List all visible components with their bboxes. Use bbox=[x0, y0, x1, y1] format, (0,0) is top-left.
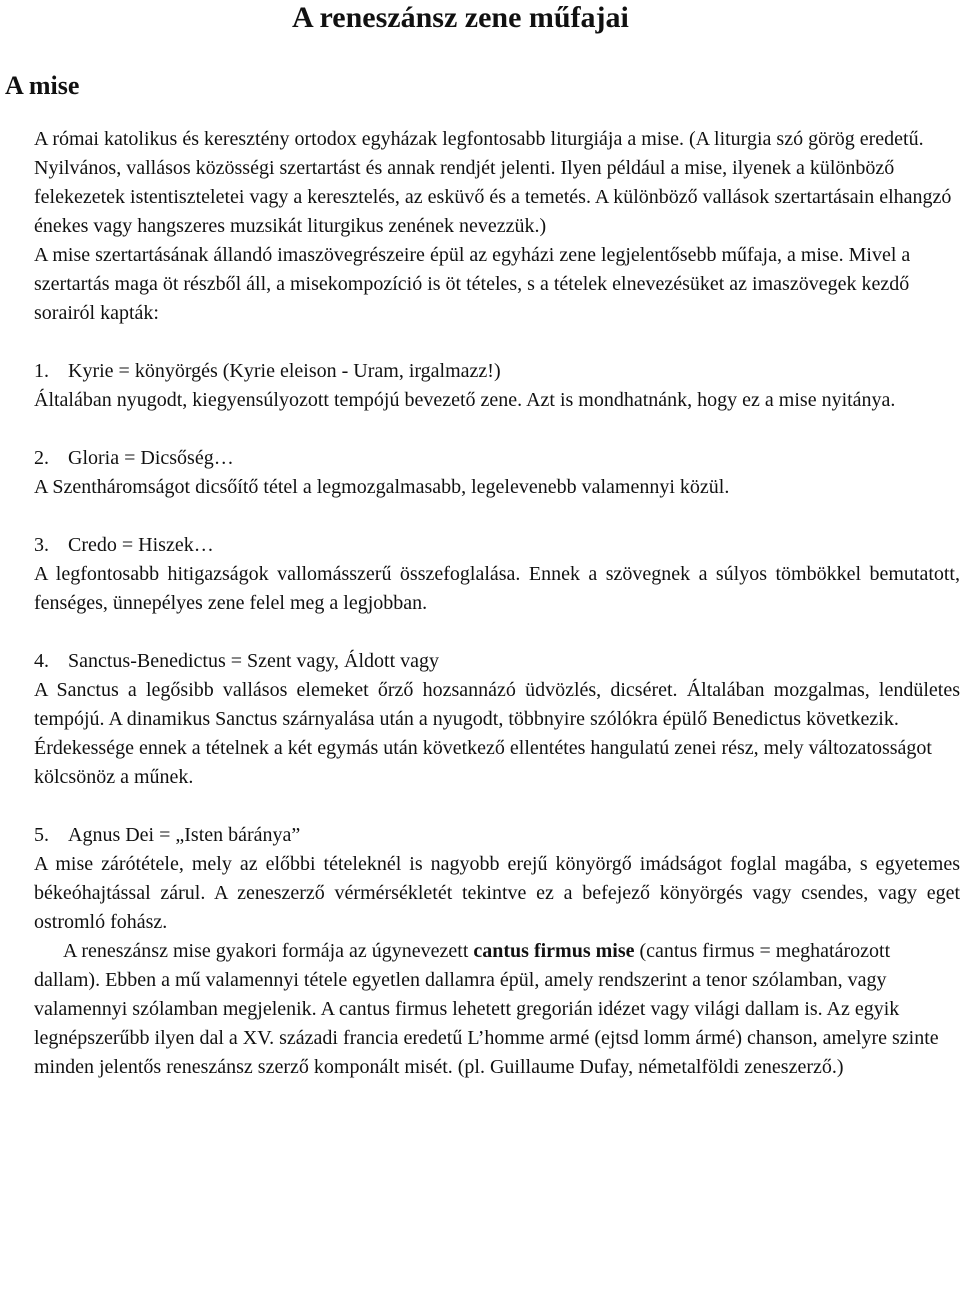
movement-heading bbox=[34, 647, 960, 676]
movement-description-extra: Érdekessége ennek a tételnek a két egymás után következő ellentétes hangulatú zenei rész, mely változatosságot kölcsönöz a műnek. bbox=[34, 737, 932, 788]
closing-text-end: (cantus firmus = meghatározott dallam). Ebben a mű valamennyi tétele egyetlen dallamra épül, amely rendszerint a tenor szólamban, vagy valamennyi szólamban megjelenik. A cantus firmus lehetett gregorián idézet vagy világi dallam is. Az egyik legnépszerűbb ilyen dal a XV. századi francia eredetű L’homme armé (ejtsd lomm ármé) chanson, amelyre szinte minden jelentős reneszánsz szerző komponált misét. (pl. Guillaume Dufay, németalföldi zeneszerző.) bbox=[34, 940, 939, 1078]
movement-title: Kyrie = könyörgés (Kyrie eleison - Uram, irgalmazz!) bbox=[68, 360, 501, 382]
movement-description: A Szentháromságot dicsőítő tétel a legmozgalmasabb, legelevenebb valamennyi közül. bbox=[34, 476, 730, 498]
movement-description: A legfontosabb hitigazságok vallomásszerű összefoglalása. Ennek a szövegnek a súlyos tömbökkel bemutatott, fenséges, ünnepélyes zene felel meg a legjobban. bbox=[34, 563, 960, 614]
intro-paragraph-2: A mise szertartásának állandó imaszövegrészeire épül az egyházi zene legjelentősebb műfaja, a mise. Mivel a szertartás maga öt részből áll, a misekompozíció is öt tételes, s a tételek elnevezésüket az imaszövegek kezdő sorairól kapták: bbox=[34, 244, 911, 324]
movement-number: 4. bbox=[34, 650, 49, 672]
movement-4 bbox=[34, 647, 960, 792]
movement-title: Sanctus-Benedictus = Szent vagy, Áldott vagy bbox=[68, 650, 440, 672]
movement-number: 2. bbox=[34, 447, 49, 469]
movement-1 bbox=[34, 357, 960, 415]
movement-number: 5. bbox=[34, 824, 49, 846]
movement-5 bbox=[34, 821, 960, 937]
movement-heading bbox=[34, 821, 960, 850]
movement-number: 1. bbox=[34, 360, 49, 382]
closing-text-start: A reneszánsz mise gyakori formája az úgynevezett bbox=[63, 940, 474, 962]
movement-heading bbox=[34, 444, 960, 473]
movement-description: A mise zárótétele, mely az előbbi tételeknél is nagyobb erejű könyörgő imádságot foglal magába, s egyetemes békeóhajtással zárul. A zeneszerző vérmérsékletét tekintve ez a befejező könyörgés vagy csendes, vagy eget ostromló fohász. bbox=[34, 853, 960, 933]
page-title: A reneszánsz zene műfajai bbox=[292, 1, 629, 34]
section-title: A mise bbox=[5, 71, 80, 100]
movement-title: Credo = Hiszek… bbox=[68, 534, 214, 556]
document-body bbox=[34, 125, 960, 1082]
movement-description: A Sanctus a legősibb vallásos elemeket őrző hozsannázó üdvözlés, dicséret. Általában mozgalmas, lendületes tempójú. A dinamikus Sanctus szárnyalása után a nyugodt, többnyire szólókra épülő Benedictus következik. bbox=[34, 679, 960, 730]
movement-title: Gloria = Dicsőség… bbox=[68, 447, 234, 469]
movement-title: Agnus Dei = „Isten báránya” bbox=[68, 824, 301, 846]
movement-heading bbox=[34, 357, 960, 386]
movement-number: 3. bbox=[34, 534, 49, 556]
cantus-firmus-term: cantus firmus mise bbox=[473, 940, 635, 962]
movement-3 bbox=[34, 531, 960, 618]
movement-2 bbox=[34, 444, 960, 502]
movement-heading bbox=[34, 531, 960, 560]
intro-paragraph-1: A római katolikus és keresztény ortodox egyházak legfontosabb liturgiája a mise. (A liturgia szó görög eredetű. Nyilvános, vallásos közösségi szertartást és annak rendjét jelenti. Ilyen például a mise, ilyenek a különböző felekezetek istentiszteletei vagy a keresztelés, az esküvő és a temetés. A különböző vallások szertartásain elhangzó énekes vagy hangszeres muzsikát liturgikus zenének nevezzük.) bbox=[34, 128, 952, 237]
movement-description: Általában nyugodt, kiegyensúlyozott tempójú bevezető zene. Azt is mondhatnánk, hogy ez a mise nyitánya. bbox=[34, 389, 896, 411]
closing-paragraph bbox=[34, 937, 960, 1082]
